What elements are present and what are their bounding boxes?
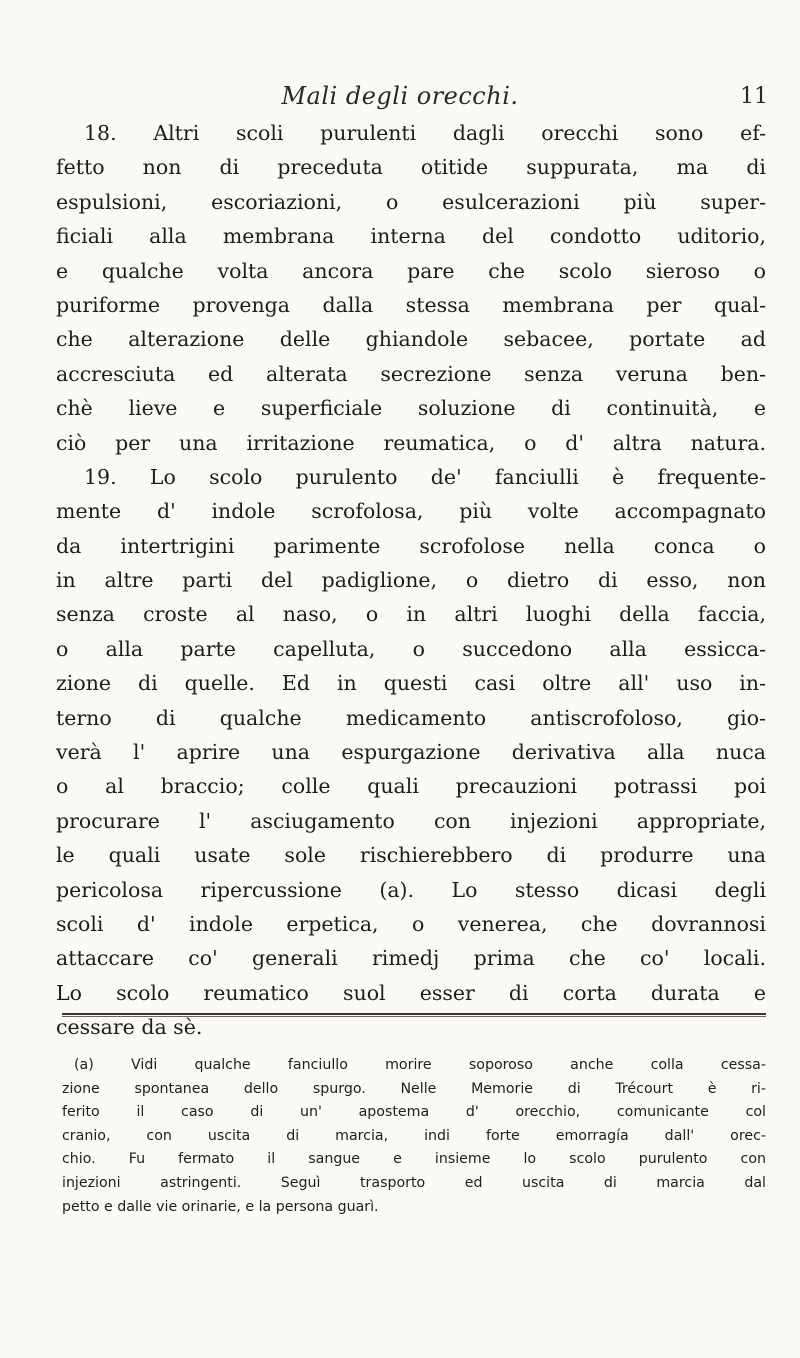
text-line: o alla parte capelluta, o succedono alla essicca-	[56, 636, 766, 661]
text-line: 18. Altri scoli purulenti dagli orecchi sono ef-	[84, 121, 766, 145]
footnote	[62, 1054, 766, 1219]
text-line: che alterazione delle ghiandole sebacee, portate ad	[56, 327, 766, 352]
text-line: ficiali alla membrana interna del condotto uditorio,	[56, 224, 766, 249]
running-title: Mali degli orecchi.	[281, 82, 519, 110]
text-line: Lo scolo reumatico suol esser di corta durata e	[56, 980, 766, 1005]
text-line: attaccare co' generali rimedj prima che co' locali.	[56, 946, 766, 971]
text-line: o al braccio; colle quali precauzioni potrassi poi	[56, 774, 766, 799]
footnote-separator	[62, 1013, 766, 1015]
text-line: accresciuta ed alterata secrezione senza veruna ben-	[56, 361, 766, 386]
text-line: cessare da sè.	[56, 1015, 203, 1040]
text-line: terno di qualche medicamento antiscrofoloso, gio-	[56, 705, 766, 730]
text-line: zione di quelle. Ed in questi casi oltre all' uso in-	[56, 671, 766, 696]
footnote-line: cranio, con uscita di marcia, indi forte emorragía dall' orec-	[62, 1127, 766, 1144]
text-line: chè lieve e superficiale soluzione di continuità, e	[56, 396, 766, 421]
text-line: le quali usate sole rischierebbero di produrre una	[56, 843, 766, 868]
footnote-separator-thin	[62, 1016, 766, 1017]
footnote-line: chio. Fu fermato il sangue e insieme lo scolo purulento con	[62, 1151, 766, 1168]
text-line: da intertrigini parimente scrofolose nella conca o	[56, 533, 766, 558]
text-line: e qualche volta ancora pare che scolo sieroso o	[56, 258, 766, 283]
text-line: ciò per una irritazione reumatica, o d' altra natura.	[56, 430, 766, 455]
text-line: fetto non di preceduta otitide suppurata, ma di	[56, 155, 766, 180]
text-line: 19. Lo scolo purulento de' fanciulli è frequente-	[84, 464, 766, 489]
text-line: puriforme provenga dalla stessa membrana per qual-	[56, 292, 766, 317]
footnote-line: injezioni astringenti. Seguì trasporto ed uscita di marcia dal	[62, 1174, 766, 1191]
text-line: mente d' indole scrofolosa, più volte accompagnato	[56, 499, 766, 524]
text-line: scoli d' indole erpetica, o venerea, che dovrannosi	[56, 911, 766, 936]
footnote-line: (a) Vidi qualche fanciullo morire soporoso anche colla cessa-	[74, 1057, 766, 1073]
text-line: in altre parti del padiglione, o dietro di esso, non	[56, 568, 766, 593]
text-line: pericolosa ripercussione (a). Lo stesso dicasi degli	[56, 877, 766, 902]
text-line: verà l' aprire una espurgazione derivativa alla nuca	[56, 740, 766, 765]
footnote-line: petto e dalle vie orinarie, e la persona guarì.	[62, 1198, 379, 1215]
text-line: espulsioni, escoriazioni, o esulcerazioni più super-	[56, 189, 766, 214]
text-line: senza croste al naso, o in altri luoghi della faccia,	[56, 602, 766, 627]
page-number: 11	[740, 84, 768, 109]
footnote-line: ferito il caso di un' apostema d' orecchio, comunicante col	[62, 1104, 766, 1121]
body-text	[56, 116, 766, 1045]
text-line: procurare l' asciugamento con injezioni appropriate,	[56, 808, 766, 833]
footnote-line: zione spontanea dello spurgo. Nelle Memorie di Trécourt è ri-	[62, 1080, 766, 1097]
